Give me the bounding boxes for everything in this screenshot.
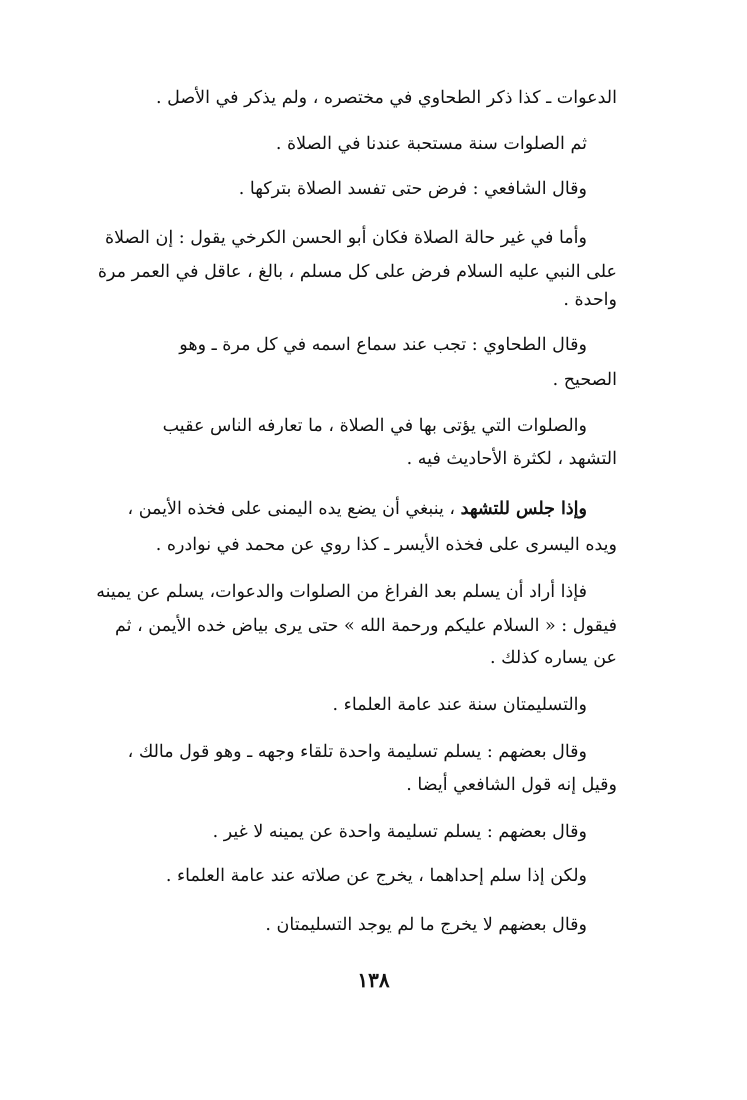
text-line: وقيل إنه قول الشافعي أيضا . — [406, 775, 617, 795]
text-line: الدعوات ـ كذا ذكر الطحاوي في مختصره ، ولم يذكر في الأصل . — [155, 88, 617, 108]
text-line: وقال الطحاوي : تجب عند سماع اسمه في كل مرة ـ وهو — [179, 335, 587, 355]
text-line — [127, 497, 587, 521]
text-line: ثم الصلوات سنة مستحبة عندنا في الصلاة . — [275, 134, 587, 154]
text-fragment: ، ينبغي أن يضع يده اليمنى على فخذه الأيمن ، — [127, 499, 456, 519]
text-line: على النبي عليه السلام فرض على كل مسلم ، بالغ ، عاقل في العمر مرة — [97, 262, 617, 282]
text-line: والصلوات التي يؤتى بها في الصلاة ، ما تعارفه الناس عقيب — [162, 416, 587, 436]
text-line: فيقول : « السلام عليكم ورحمة الله » حتى يرى بياض خده الأيمن ، ثم — [115, 616, 617, 636]
text-line: والتسليمتان سنة عند عامة العلماء . — [332, 695, 587, 715]
text-line: وقال الشافعي : فرض حتى تفسد الصلاة بتركها . — [238, 179, 587, 199]
text-line: ويده اليسرى على فخذه الأيسر ـ كذا روي عن محمد في نوادره . — [155, 535, 617, 555]
text-line: التشهد ، لكثرة الأحاديث فيه . — [406, 449, 617, 469]
bold-lead: وإذا جلس للتشهد — [460, 499, 587, 519]
text-line: فإذا أراد أن يسلم بعد الفراغ من الصلوات والدعوات، يسلم عن يمينه — [96, 582, 587, 602]
text-line: وقال بعضهم : يسلم تسليمة واحدة تلقاء وجهه ـ وهو قول مالك ، — [127, 742, 587, 762]
text-line: عن يساره كذلك . — [489, 648, 617, 668]
text-line: وقال بعضهم : يسلم تسليمة واحدة عن يمينه لا غير . — [212, 822, 587, 842]
text-line: وأما في غير حالة الصلاة فكان أبو الحسن الكرخي يقول : إن الصلاة — [104, 228, 587, 248]
text-line: واحدة . — [563, 290, 617, 310]
page-number: ١٣٨ — [357, 968, 390, 992]
text-line: وقال بعضهم لا يخرج ما لم يوجد التسليمتان . — [265, 915, 587, 935]
text-line: الصحيح . — [552, 370, 617, 390]
text-line: ولكن إذا سلم إحداهما ، يخرج عن صلاته عند عامة العلماء . — [165, 866, 587, 886]
